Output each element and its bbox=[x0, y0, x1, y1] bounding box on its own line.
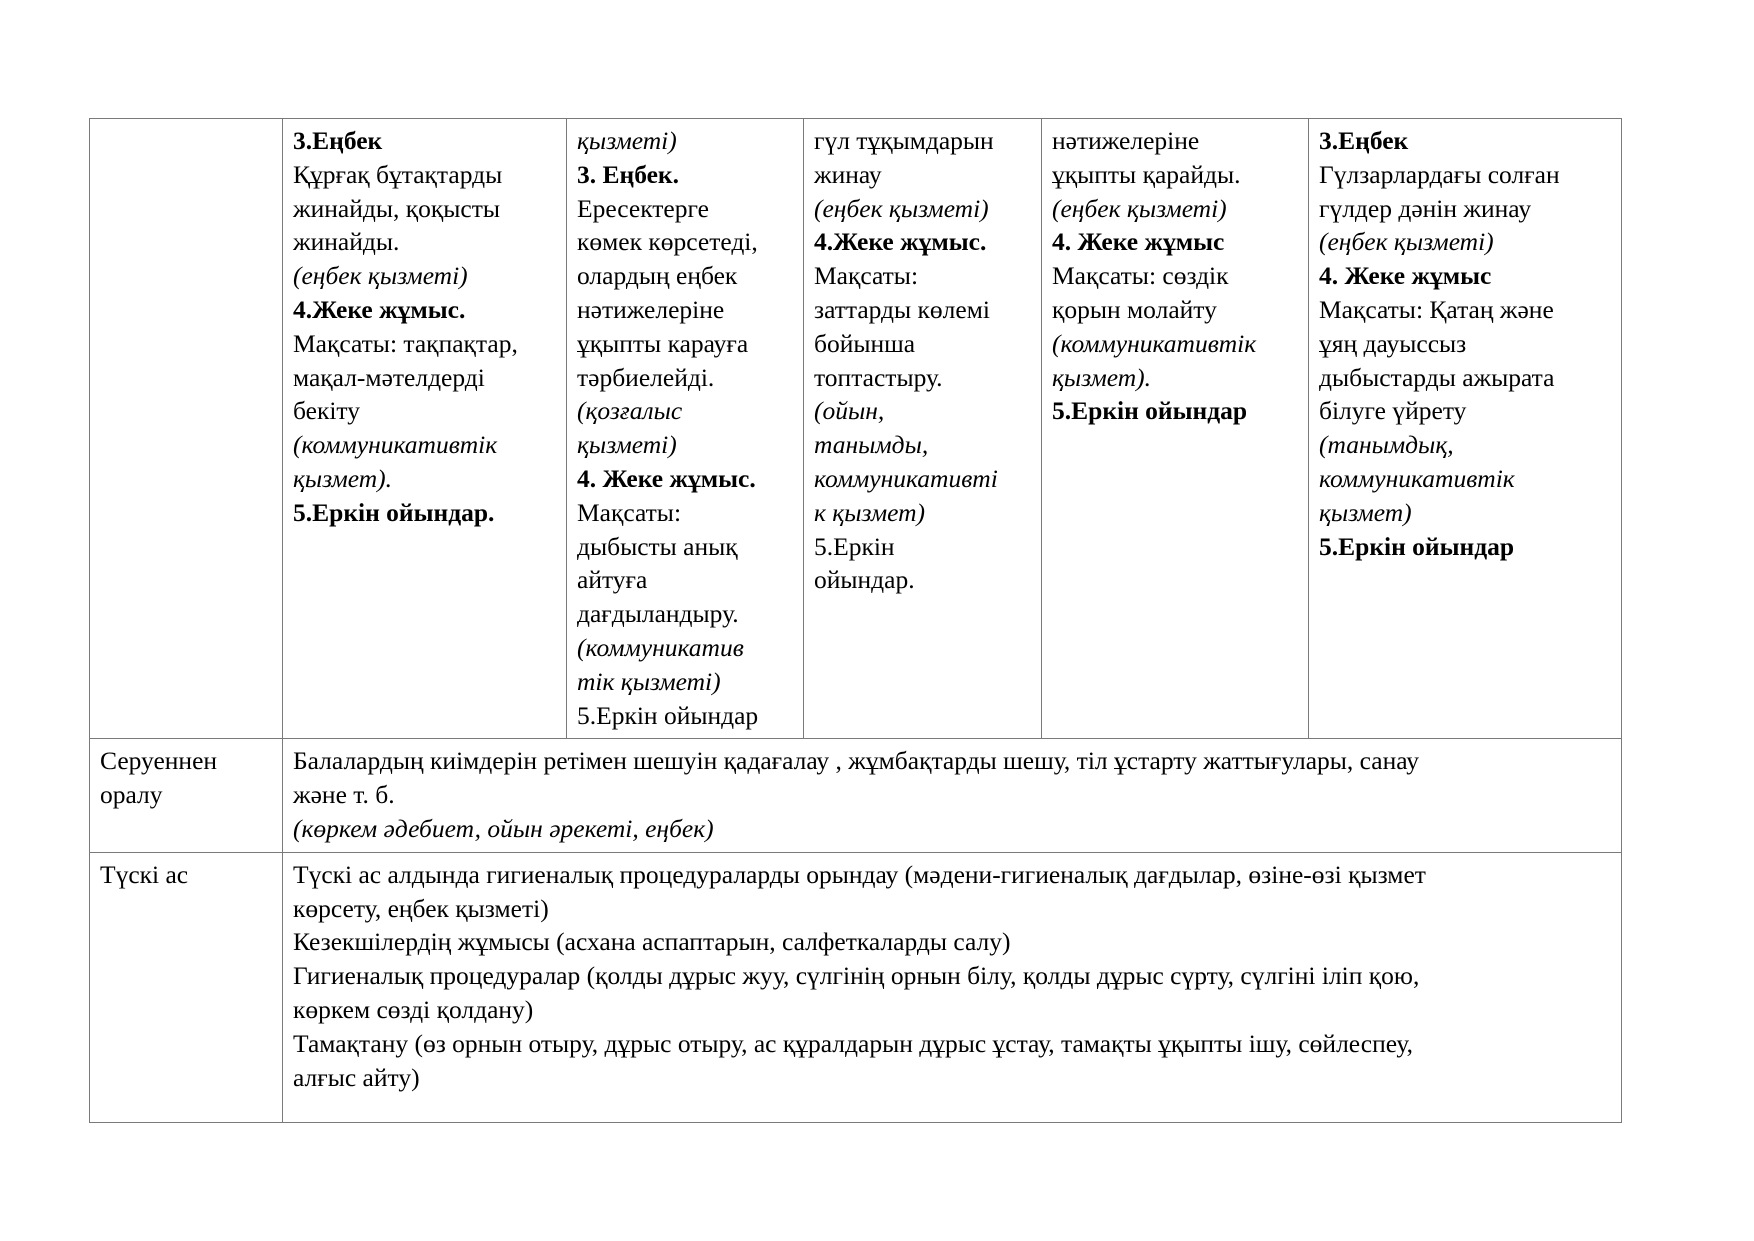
cell-text-line: дағдыландыру. bbox=[577, 599, 739, 629]
cell-text-line: білуге үйрету bbox=[1319, 396, 1467, 426]
cell-text-line: 5.Еркін ойындар bbox=[1319, 531, 1515, 561]
row-label-lunch bbox=[90, 852, 283, 1122]
row-label-text: Серуеннен оралу bbox=[100, 746, 218, 810]
seruen-activities-cell bbox=[283, 739, 1622, 852]
cell-text-line: Мақсаты: bbox=[577, 497, 682, 527]
cell-text-line: заттарды көлемі bbox=[814, 294, 990, 324]
cell-text-line: қызмет) bbox=[1319, 497, 1412, 527]
cell-text-line: ұқыпты карауға bbox=[577, 328, 749, 358]
cell-text-line: мақал-мәтелдерді bbox=[293, 362, 485, 392]
table-row bbox=[90, 852, 1622, 1122]
cell-text-line: (еңбек қызметі) bbox=[1052, 193, 1227, 223]
cell-text-line: (коммуникативтік bbox=[293, 430, 498, 460]
thursday-cell bbox=[1042, 119, 1309, 739]
cell-text-line: коммуникативтік bbox=[1319, 463, 1515, 493]
cell-text-line: дыбысты анық bbox=[577, 531, 738, 561]
cell-text-line: тәрбиелейді. bbox=[577, 362, 715, 392]
cell-text-line: (еңбек қызметі) bbox=[293, 261, 468, 291]
cell-text-line: және т. б. bbox=[293, 780, 395, 810]
cell-text-line: 3.Еңбек bbox=[1319, 126, 1409, 155]
cell-text-line: айтуға bbox=[577, 565, 648, 595]
cell-text-line: 4. Жеке жұмыс bbox=[1319, 261, 1492, 291]
cell-text-line: Мақсаты: bbox=[814, 261, 919, 291]
cell-text-line: 4.Жеке жұмыс. bbox=[814, 227, 987, 257]
cell-text-line: Кезекшілердің жұмысы (асхана аспаптарын, салфеткаларды салу) bbox=[293, 927, 1011, 957]
cell-text-line: 3. Еңбек. bbox=[577, 159, 679, 189]
cell-text-line: ұқыпты қарайды. bbox=[1052, 159, 1241, 189]
cell-text-line: Құрғақ бұтақтарды bbox=[293, 159, 503, 189]
cell-text-line: ұяң дауыссыз bbox=[1319, 328, 1467, 358]
cell-text-line: көрсету, еңбек қызметі) bbox=[293, 893, 549, 923]
row-label-seruen bbox=[90, 739, 283, 852]
cell-text-line: 4. Жеке жұмыс. bbox=[577, 463, 756, 493]
cell-text-line: көркем сөзді қолдану) bbox=[293, 994, 534, 1024]
cell-text-line: қызмет). bbox=[293, 463, 393, 493]
cell-text-line: к қызмет) bbox=[814, 497, 925, 527]
cell-text-line: қызметі) bbox=[577, 430, 677, 460]
friday-cell bbox=[1309, 119, 1622, 739]
wednesday-cell bbox=[804, 119, 1042, 739]
cell-text-line: 3.Еңбек bbox=[293, 126, 383, 155]
cell-text-line: тік қызметі) bbox=[577, 666, 721, 696]
cell-text-line: қызмет). bbox=[1052, 362, 1152, 392]
cell-text-line: Тамақтану (өз орнын отыру, дұрыс отыру, ас құралдарын дұрыс ұстау, тамақты ұқыпты ішу, сөйлеспеу, bbox=[293, 1028, 1413, 1058]
cell-text-line: көмек көрсетеді, bbox=[577, 227, 758, 257]
cell-text-line: Мақсаты: сөздік bbox=[1052, 261, 1229, 291]
cell-text-line: олардың еңбек bbox=[577, 261, 738, 291]
cell-text-line: бекіту bbox=[293, 396, 360, 426]
lunch-activities-cell bbox=[283, 852, 1622, 1122]
row-label-text: Түскі ас bbox=[100, 859, 189, 889]
cell-text-line: (көркем әдебиет, ойын әрекеті, еңбек) bbox=[293, 813, 714, 843]
cell-text-line: коммуникативті bbox=[814, 463, 998, 493]
cell-text-line: қорын молайту bbox=[1052, 294, 1217, 324]
cell-text-line: (коммуникативтік bbox=[1052, 328, 1257, 358]
cell-text-line: (коммуникатив bbox=[577, 632, 744, 662]
cell-text-line: қызметі) bbox=[577, 126, 677, 155]
cell-text-line: алғыс айту) bbox=[293, 1062, 420, 1092]
cell-text-line: (танымдық, bbox=[1319, 430, 1454, 460]
cell-text-line: Гигиеналық процедуралар (қолды дұрыс жуу, сүлгінің орнын білу, қолды дұрыс сүрту, сүлгіні іліп қою, bbox=[293, 961, 1420, 991]
cell-text-line: жинайды, қоқысты bbox=[293, 193, 500, 223]
cell-text-line: (қозғалыс bbox=[577, 396, 683, 426]
cell-text-line: жинайды. bbox=[293, 227, 400, 257]
daily-plan-table bbox=[89, 118, 1622, 1123]
cell-text-line: 5.Еркін ойындар bbox=[577, 700, 759, 730]
cell-text-line: топтастыру. bbox=[814, 362, 943, 392]
cell-text-line: (еңбек қызметі) bbox=[814, 193, 989, 223]
cell-text-line: Түскі ас алдында гигиеналық процедураларды орындау (мәдени-гигиеналық дағдылар, өзіне-өзі қызмет bbox=[293, 859, 1426, 889]
table-row bbox=[90, 119, 1622, 739]
cell-text-line: нәтижелеріне bbox=[1052, 126, 1200, 155]
cell-text-line: гүл тұқымдарын bbox=[814, 126, 994, 155]
cell-text-line: 5.Еркін ойындар bbox=[1052, 396, 1248, 426]
cell-text-line: дыбыстарды ажырата bbox=[1319, 362, 1555, 392]
tuesday-cell bbox=[567, 119, 804, 739]
cell-text-line: ойындар. bbox=[814, 565, 915, 595]
cell-text-line: гүлдер дәнін жинау bbox=[1319, 193, 1532, 223]
monday-cell bbox=[283, 119, 567, 739]
cell-text-line: Балалардың киімдерін ретімен шешуін қадағалау , жұмбақтарды шешу, тіл ұстарту жаттығулары, санау bbox=[293, 746, 1420, 776]
cell-text-line: 5.Еркін ойындар. bbox=[293, 497, 495, 527]
cell-text-line: 4.Жеке жұмыс. bbox=[293, 294, 466, 324]
cell-text-line: Гүлзарлардағы солған bbox=[1319, 159, 1560, 189]
cell-text-line: Ересектерге bbox=[577, 193, 709, 223]
cell-text-line: Мақсаты: Қатаң және bbox=[1319, 294, 1554, 324]
cell-text-line: нәтижелеріне bbox=[577, 294, 725, 324]
cell-text-line: Мақсаты: тақпақтар, bbox=[293, 328, 518, 358]
cell-text-line: 4. Жеке жұмыс bbox=[1052, 227, 1225, 257]
row-label-cell bbox=[90, 119, 283, 739]
cell-text-line: (еңбек қызметі) bbox=[1319, 227, 1494, 257]
table-row bbox=[90, 739, 1622, 852]
cell-text-line: (ойын, bbox=[814, 396, 885, 426]
cell-text-line: 5.Еркін bbox=[814, 531, 895, 561]
cell-text-line: бойынша bbox=[814, 328, 916, 358]
cell-text-line: жинау bbox=[814, 159, 882, 189]
cell-text-line: танымды, bbox=[814, 430, 929, 460]
